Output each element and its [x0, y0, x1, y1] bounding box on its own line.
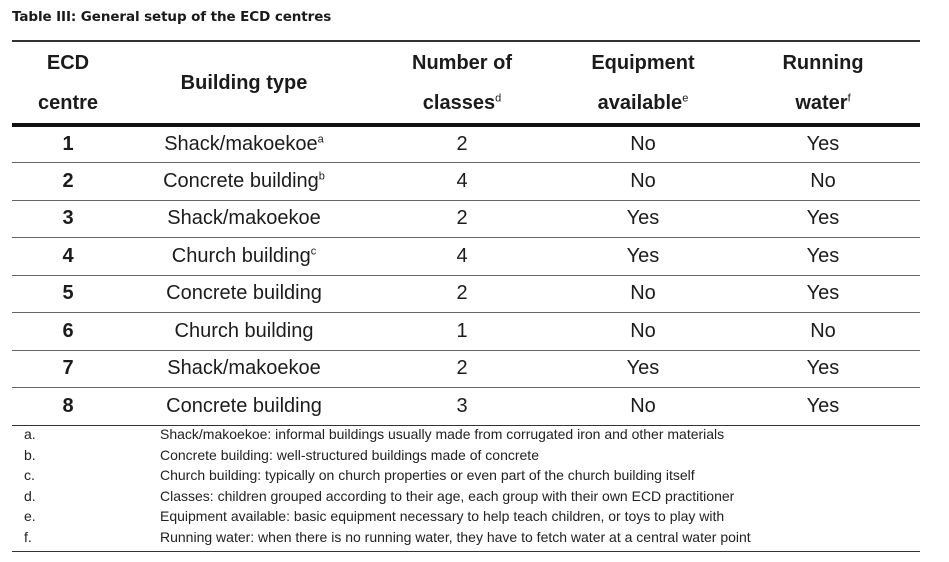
cell-water: Yes — [726, 238, 920, 276]
cell-building-footnote: a — [317, 133, 324, 146]
cell-building — [124, 350, 364, 388]
cell-building-label: Shack/makoekoe — [167, 357, 321, 380]
table-row — [12, 125, 920, 163]
footnote-letter: a. — [24, 426, 36, 443]
cell-equipment: Yes — [560, 200, 726, 238]
cell-water: Yes — [726, 388, 920, 426]
footnote-text: Church building: typically on church properties or even part of the church building itself — [160, 467, 695, 484]
footnote — [12, 445, 920, 466]
cell-water: No — [726, 163, 920, 201]
cell-centre: 6 — [12, 313, 124, 351]
header-ecd-centre — [12, 41, 124, 125]
cell-water: Yes — [726, 275, 920, 313]
cell-building — [124, 163, 364, 201]
header-equipment-line2: available — [597, 91, 683, 114]
header-running-water — [726, 41, 920, 125]
cell-building-label: Shack/makoekoe — [167, 207, 321, 230]
cell-building — [124, 388, 364, 426]
footnote-letter: e. — [24, 508, 36, 525]
footnote-text: Running water: when there is no running water, they have to fetch water at a central water point — [160, 528, 751, 545]
cell-water: Yes — [726, 350, 920, 388]
footnote-letter: b. — [24, 446, 36, 463]
cell-classes: 4 — [364, 163, 560, 201]
cell-classes: 2 — [364, 350, 560, 388]
table-row — [12, 238, 920, 276]
cell-building — [124, 125, 364, 163]
header-classes-line1: Number of — [412, 51, 512, 74]
cell-building-label: Concrete building — [163, 169, 319, 192]
header-building-type — [124, 41, 364, 125]
footnote-letter: d. — [24, 487, 36, 504]
table-caption: Table III: General setup of the ECD centres — [12, 9, 332, 25]
table-row — [12, 313, 920, 351]
footnote — [12, 486, 920, 507]
cell-centre: 1 — [12, 125, 124, 163]
footnote-text: Classes: children grouped according to their age, each group with their own ECD practitioner — [160, 487, 735, 504]
cell-equipment: No — [560, 388, 726, 426]
table-footnotes — [12, 424, 920, 552]
cell-building-label: Shack/makoekoe — [164, 133, 318, 155]
cell-building-label: Church building — [174, 319, 314, 342]
header-ecd-centre-line1: ECD — [46, 51, 90, 74]
cell-building-label: Concrete building — [166, 282, 322, 305]
footnote — [12, 424, 920, 445]
cell-centre: 4 — [12, 238, 124, 276]
header-ecd-centre-line2: centre — [37, 91, 99, 114]
footnote-letter: f. — [24, 528, 32, 545]
footnote-text: Equipment available: basic equipment necessary to help teach children, or toys to play with — [160, 508, 725, 525]
cell-building-footnote: b — [318, 170, 325, 183]
footnote — [12, 506, 920, 527]
cell-building-footnote: c — [310, 245, 317, 258]
table-row — [12, 200, 920, 238]
cell-classes: 2 — [364, 125, 560, 163]
cell-water: Yes — [726, 200, 920, 238]
table-header-row — [12, 41, 920, 125]
ecd-centres-table — [12, 40, 920, 426]
cell-equipment: No — [560, 125, 726, 163]
cell-building — [124, 238, 364, 276]
header-classes-footnote: d — [495, 91, 502, 104]
header-equipment-available — [560, 41, 726, 125]
footnote — [12, 527, 920, 548]
table-row — [12, 388, 920, 426]
header-number-of-classes — [364, 41, 560, 125]
header-water-line1: Running — [782, 51, 864, 74]
cell-classes: 4 — [364, 238, 560, 276]
header-classes-line2: classes — [422, 91, 496, 114]
footnote-text: Concrete building: well-structured buildings made of concrete — [160, 446, 539, 463]
table-row — [12, 275, 920, 313]
cell-equipment: Yes — [560, 350, 726, 388]
cell-water: Yes — [726, 125, 920, 163]
cell-centre: 3 — [12, 200, 124, 238]
header-water-line2: water — [795, 91, 848, 114]
cell-building-label: Concrete building — [166, 394, 322, 417]
cell-equipment: No — [560, 275, 726, 313]
cell-centre: 7 — [12, 350, 124, 388]
cell-classes: 3 — [364, 388, 560, 426]
header-equipment-line1: Equipment — [591, 51, 695, 74]
cell-classes: 1 — [364, 313, 560, 351]
cell-water: No — [726, 313, 920, 351]
cell-centre: 8 — [12, 388, 124, 426]
cell-equipment: No — [560, 163, 726, 201]
cell-centre: 5 — [12, 275, 124, 313]
cell-building — [124, 275, 364, 313]
footnote — [12, 465, 920, 486]
cell-equipment: Yes — [560, 238, 726, 276]
cell-building — [124, 200, 364, 238]
header-equipment-footnote: e — [682, 91, 689, 104]
cell-centre: 2 — [12, 163, 124, 201]
cell-classes: 2 — [364, 200, 560, 238]
header-building-type-label: Building type — [180, 71, 308, 94]
footnote-letter: c. — [24, 467, 35, 484]
table-row — [12, 163, 920, 201]
header-water-footnote: f — [847, 91, 851, 104]
cell-building — [124, 313, 364, 351]
footnote-text: Shack/makoekoe: informal buildings usually made from corrugated iron and other materials — [160, 426, 725, 443]
cell-building-label: Church building — [171, 244, 311, 267]
cell-equipment: No — [560, 313, 726, 351]
cell-classes: 2 — [364, 275, 560, 313]
table-row — [12, 350, 920, 388]
